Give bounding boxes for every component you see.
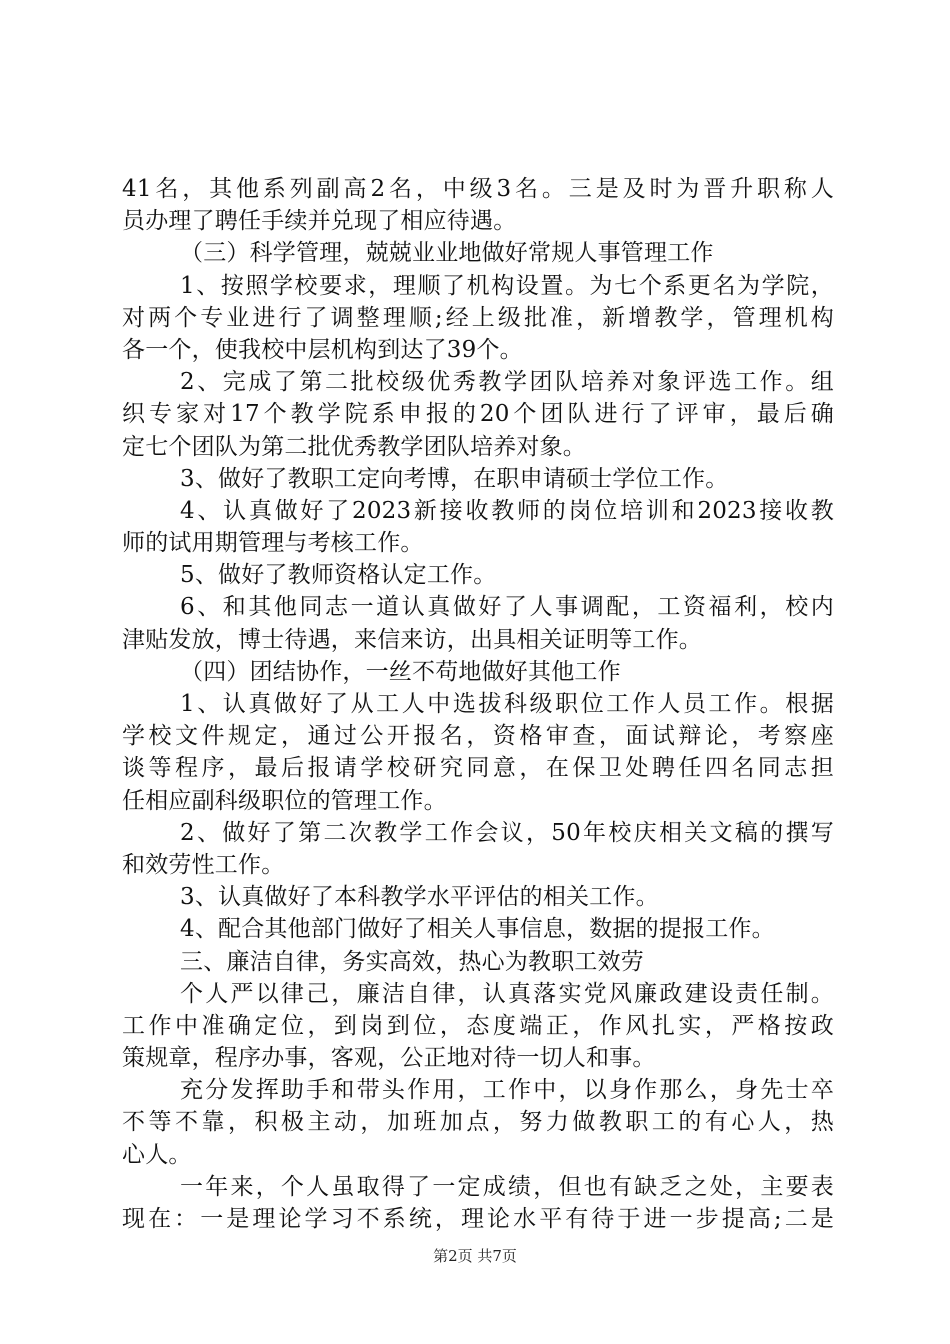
text-line: 4、认真做好了2023新接收教师的岗位培训和2023接收教 xyxy=(180,497,834,524)
text-line: 41名，其他系列副高2名，中级3名。三是及时为晋升职称人 xyxy=(122,176,834,202)
page-footer: 第2页 共7页 xyxy=(433,1247,517,1265)
text-line: 和效劳性工作。 xyxy=(122,851,285,878)
text-line: 6、和其他同志一道认真做好了人事调配，工资福利，校内 xyxy=(180,594,834,621)
text-line: （三）科学管理，兢兢业业地做好常规人事管理工作 xyxy=(180,240,714,267)
text-line: 三、廉洁自律，务实高效，热心为教职工效劳 xyxy=(180,948,644,975)
text-line: 对两个专业进行了调整理顺;经上级批准，新增教学，管理机构 xyxy=(122,304,834,331)
text-line: 津贴发放，博士待遇，来信来访，出具相关证明等工作。 xyxy=(122,626,702,653)
text-line: 谈等程序，最后报请学校研究同意，在保卫处聘任四名同志担 xyxy=(122,755,834,782)
text-line: 师的试用期管理与考核工作。 xyxy=(122,530,424,557)
text-line: （四）团结协作，一丝不苟地做好其他工作 xyxy=(180,658,621,685)
text-line: 1、认真做好了从工人中选拔科级职位工作人员工作。根据 xyxy=(180,691,834,717)
text-line: 3、认真做好了本科教学水平评估的相关工作。 xyxy=(180,884,659,911)
text-line: 2、做好了第二次教学工作会议，50年校庆相关文稿的撰写 xyxy=(180,819,834,846)
text-line: 各一个，使我校中层机构到达了39个。 xyxy=(122,336,523,363)
text-line: 3、做好了教职工定向考博，在职申请硕士学位工作。 xyxy=(180,465,729,492)
text-line: 2、完成了第二批校级优秀教学团队培养对象评选工作。组 xyxy=(180,369,834,396)
text-line: 1、按照学校要求，理顺了机构设置。为七个系更名为学院， xyxy=(180,272,834,299)
text-line: 5、做好了教师资格认定工作。 xyxy=(180,562,497,589)
text-line: 心人。 xyxy=(122,1141,192,1168)
text-line: 充分发挥助手和带头作用，工作中，以身作那么，身先士卒 xyxy=(180,1077,834,1104)
text-line: 织专家对17个教学院系申报的20个团队进行了评审，最后确 xyxy=(122,401,834,428)
text-line: 工作中准确定位，到岗到位，态度端正，作风扎实，严格按政 xyxy=(122,1012,834,1039)
text-line: 员办理了聘任手续并兑现了相应待遇。 xyxy=(122,208,517,235)
text-line: 个人严以律己，廉洁自律，认真落实党风廉政建设责任制。 xyxy=(180,980,834,1007)
text-line: 4、配合其他部门做好了相关人事信息，数据的提报工作。 xyxy=(180,916,775,943)
text-line: 定七个团队为第二批优秀教学团队培养对象。 xyxy=(122,433,586,460)
text-line: 任相应副科级职位的管理工作。 xyxy=(122,787,447,814)
document-body xyxy=(122,173,834,1235)
text-line: 不等不靠，积极主动，加班加点，努力做教职工的有心人，热 xyxy=(122,1109,834,1136)
text-line: 现在：一是理论学习不系统，理论水平有待于进一步提高;二是 xyxy=(122,1206,834,1232)
text-line: 策规章，程序办事，客观，公正地对待一切人和事。 xyxy=(122,1045,656,1072)
text-line: 学校文件规定，通过公开报名，资格审查，面试辩论，考察座 xyxy=(122,723,834,750)
text-line: 一年来，个人虽取得了一定成绩，但也有缺乏之处，主要表 xyxy=(180,1173,834,1200)
